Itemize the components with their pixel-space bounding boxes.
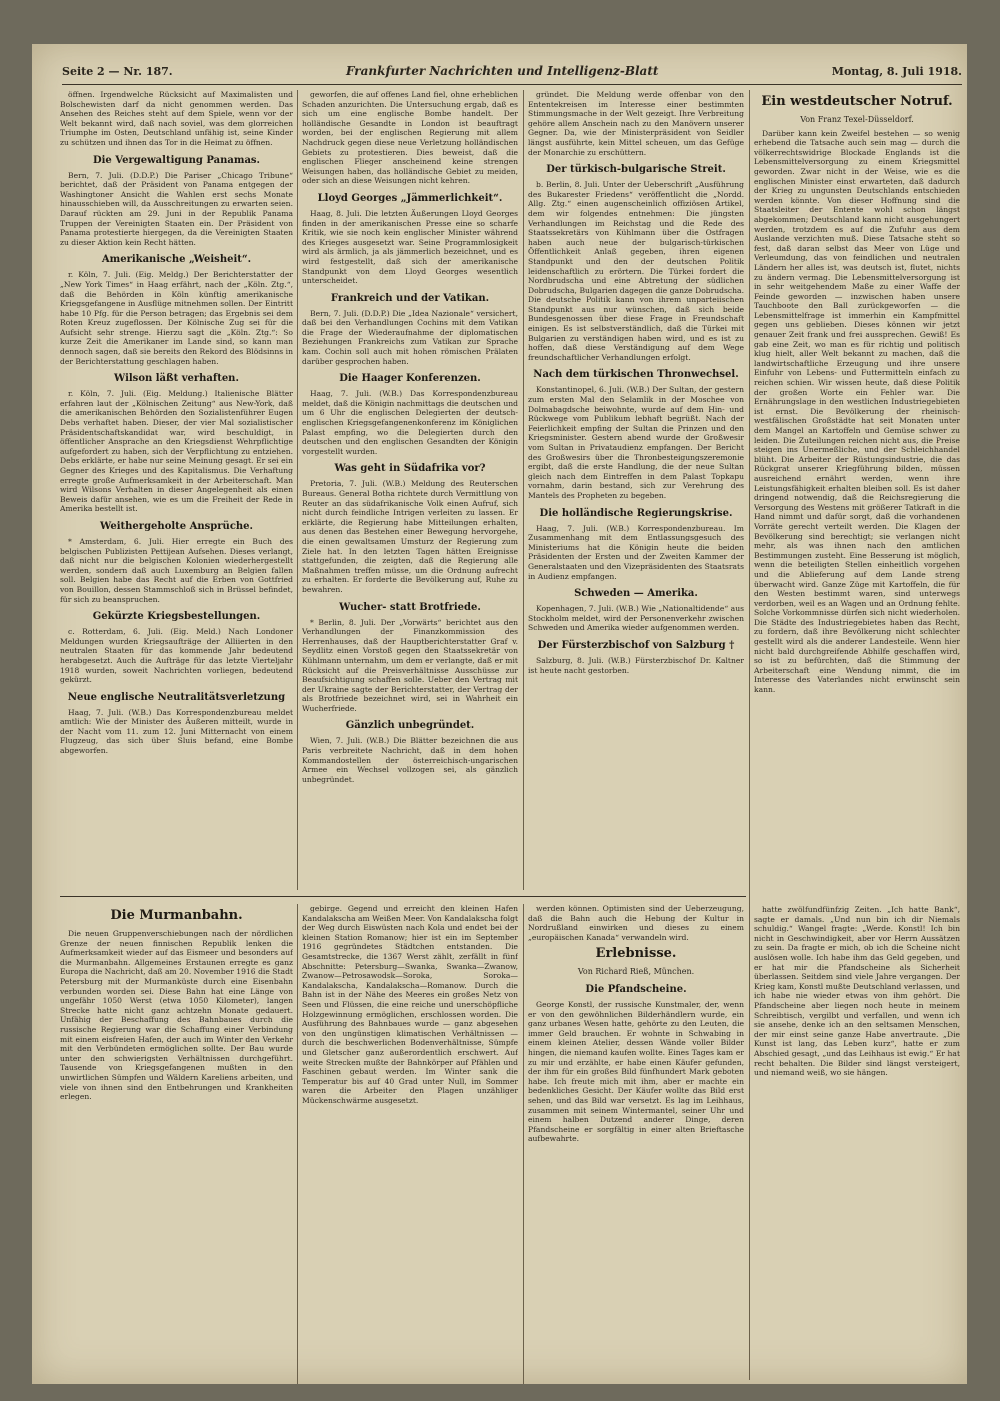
article-text: b. Berlin, 8. Juli. Unter der Ueberschrift „Ausführung des Bukarester Friedens“ veröffentlicht die „Nordd. Allg. Ztg.“ einen augenscheinlich offiziösen Artikel, dem wir folgendes entnehmen: Die jüngsten Verhandlungen im Reichstag und die Rede des Staatssekretärs von Kühlmann über die Ostfragen haben auch neue der bulgarisch-türkischen Öffentlichkeit Anlaß gegeben, ihren eigenen Standpunkt und den der deutschen Politik leidenschaftlich zu erörtern. Die Türkei fordert die Nordbrudscha und eine Abtretung der südlichen Dobrudscha, Bulgarien dagegen die ganze Dobrudscha. Die deutsche Politik kann von ihrem unparteiischen Standpunkt aus nur wünschen, daß sich beide Bundesgenossen über diese Frage in Freundschaft einigen. Es ist selbstverständlich, daß die Türkei mit Bulgarien zu verständigen haben wird, und es ist zu hoffen, daß diese Verständigung auf dem Wege freundschaftlicher Verhandlungen erfolgt.	[528, 180, 744, 362]
article-text: Wien, 7. Juli. (W.B.) Die Blätter bezeichnen die aus Paris verbreitete Nachricht, daß in dem hohen Kommandostellen der österreichisch-ungarischen Armee ein Wechsel vollzogen sei, als gänzlich unbegründet.	[302, 736, 518, 784]
headline: Nach dem türkischen Thronwechsel.	[533, 369, 739, 381]
article-text: gründet. Die Meldung werde offenbar von den Ententekreisen im Interesse einer bestimmten Stimmungsmache in der Welt gezeigt. Ihre Verbreitung gehöre allem Anschein nach zu den Manövern unserer Gegner. Da, wie der Ministerpräsident von Seidler längst ausführte, kein Mittel scheuen, um das Gefüge der Monarchie zu erschüttern.	[528, 90, 744, 157]
article-text: * Berlin, 8. Juli. Der „Vorwärts“ berichtet aus den Verhandlungen der Finanzkommission des Herrenhauses, daß der Hauptberichterstatter Graf v. Seydlitz einen Vorstoß gegen den Staatssekretär von Kühlmann unternahm, um dem er verlangte, daß er mit Rücksicht auf die Preisverhältnisse Ausschüsse zur Beaufsichtigung schaffen solle. Ueber den Vertrag mit der Ukraine sagte der Berichterstatter, der Vertrag der als Brotfriede bezeichnet wird, sei in Wahrheit ein Wucherfriede.	[302, 617, 518, 713]
column-2	[302, 90, 518, 890]
column-rule	[523, 904, 524, 1384]
headline: Wilson läßt verhaften.	[114, 373, 239, 385]
article-text: Salzburg, 8. Juli. (W.B.) Fürsterzbischof Dr. Kaltner ist heute nacht gestorben.	[528, 655, 744, 675]
headline: Gekürzte Kriegsbestellungen.	[92, 611, 261, 623]
column-rule	[297, 904, 298, 1384]
article-text: * Amsterdam, 6. Juli. Hier erregte ein Buch des belgischen Publizisten Pettijean Aufsehen. Dieses verlangt, daß nicht nur die belgischen Kolonien wiederhergestellt werden, sondern daß auch Luxemburg an Belgien fallen soll. Belgien habe das Recht auf die Erben von Gottfried von Bouillon, dessen Stammschloß sich in Brüssel befindet, für sich zu beanspruchen.	[60, 536, 293, 604]
lower-column-3	[528, 904, 744, 1384]
headline: Schweden — Amerika.	[574, 588, 698, 600]
headline: Gänzlich unbegründet.	[345, 720, 475, 732]
column-rule	[297, 90, 298, 890]
headline: Die Haager Konferenzen.	[339, 373, 481, 385]
headline: Frankreich und der Vatikan.	[330, 292, 490, 304]
headline: Lloyd Georges „Jämmerlichkeit“.	[317, 192, 503, 204]
article-text: r. Köln, 7. Juli. (Eig. Meldg.) Der Berichterstatter der „New York Times“ in Haag erfährt, nach der „Köln. Ztg.“, daß die Behörden in Köln künftig amerikanische Kriegsgefangene in Ausflüge mitnehmen sollen. Der Eintritt habe 10 Pfg. für die Person betragen; das Ergebnis sei dem Roten Kreuz zugeflossen. Der Kölnische Zug sei für die Aufsicht sehr strenge. Hierzu sagt die „Köln. Ztg.“: So kurze Zeit die Amerikaner im Lande sind, so kann man dennoch sagen, daß sie bereits den Rekord des Blödsinns in der Berichterstattung geschlagen haben.	[60, 270, 293, 366]
article-text: gebirge. Gegend und erreicht den kleinen Hafen Kandalakscha am Weißen Meer. Von Kandalakscha folgt der Weg durch Eiswüsten nach Kola und endet bei der kleinen Station Romanow; hier ist ein im September 1916 gegründetes Städtchen entstanden. Die Gesamtstrecke, die 1367 Werst zählt, zerfällt in fünf Abschnitte: Petersburg—Swanka, Swanka—Zwanow, Zwanow—Petrosawodsk—Soroka, Soroka—Kandalakscha, Kandalakscha—Romanow. Durch die Bahn ist in der Nähe des Meeres ein großes Netz von Seen und Flüssen, die eine reiche und unerschöpfliche Holzgewinnung ermöglichen, erschlossen worden. Die Ausführung des Bahnbaues wurde — ganz abgesehen von den ungünstigen klimatischen Verhältnissen — durch die beschwerlichen Bodenverhältnisse, Sümpfe und Gletscher ganz außerordentlich erschwert. Auf weite Strecken mußte der Bahnkörper auf Pfählen und Faschinen gebaut werden. Im Winter sank die Temperatur bis auf 40 Grad unter Null, im Sommer waren die Arbeiter den Plagen unzähliger Mückenschwärme ausgesetzt.	[302, 904, 518, 1105]
column-1	[60, 90, 293, 890]
article-text: c. Rotterdam, 6. Juli. (Eig. Meld.) Nach Londoner Meldungen wurden Kriegsaufträge der Alliierten in den neutralen Staaten für das kommende Jahr bedeutend herabgesetzt. Auch die Aufträge für das letzte Vierteljahr 1918 wurden, soweit Nachrichten vorliegen, bedeutend gekürzt.	[60, 627, 293, 685]
byline: Von Franz Texel-Düsseldorf.	[800, 115, 914, 124]
section-divider	[60, 896, 746, 897]
article-text: Haag, 7. Juli. (W.B.) Korrespondenzbureau. Im Zusammenhang mit dem Entlassungsgesuch des Ministeriums hat die Königin heute die beiden Präsidenten der Ersten und der Zweiten Kammer der Generalstaaten und den Vizepräsidenten des Staatsrats in Audienz empfangen.	[528, 523, 744, 581]
headline: Der türkisch-bulgarische Streit.	[546, 164, 726, 176]
headline: Neue englische Neutralitätsverletzung	[67, 691, 286, 703]
article-text: öffnen. Irgendwelche Rücksicht auf Maximalisten und Bolschewisten darf da nicht genommen werden. Das Ansehen des Reiches steht auf dem Spiele, wenn vor der Welt bekannt wird, daß nach soviel, was dem glorreichen Triumphe im Osten, Deutschland unfähig ist, seine Kinder zu schützen und ihnen das Tor in die Heimat zu öffnen.	[60, 90, 293, 147]
issue-date: Montag, 8. Juli 1918.	[831, 64, 962, 78]
page-header	[62, 58, 962, 85]
headline: Was geht in Südafrika vor?	[334, 463, 486, 475]
column-3	[528, 90, 744, 890]
article-text: geworfen, die auf offenes Land fiel, ohne erheblichen Schaden anzurichten. Die Untersuchung ergab, daß es sich um eine englische Bombe handelt. Der holländische Gesandte in London ist beauftragt worden, bei der englischen Regierung mit allem Nachdruck gegen diese neue Verletzung holländischen Gebiets zu protestieren. Dies beweist, daß die englischen Flieger anscheinend keine strengen Weisungen haben, das holländische Gebiet zu meiden, oder sich an diese Weisungen nicht kehren.	[302, 90, 518, 186]
lower-column-1	[60, 904, 293, 1384]
article-text: Die neuen Gruppenverschiebungen nach der nördlichen Grenze der neuen finnischen Republik lenken die Aufmerksamkeit wieder auf das Eismeer und besonders auf die Murmanbahn. Allgemeines Erstaunen erregte es ganz Europa die Nachricht, daß am 20. November 1916 die Stadt Petersburg mit der Murmanküste durch eine Eisenbahn verbunden worden sei. Diese Bahn hat eine Länge von ungefähr 1050 Werst (etwa 1050 Kilometer), langen Strecke hatte nicht ganz achtzehn Monate gedauert. Unfähig der Beschaffung des Bahnbaues durch die russische Regierung war die Schaffung einer Verbindung mit einem eisfreien Hafen, der auch im Winter den Verkehr mit den Verbündeten ermöglichen sollte. Der Bau wurde unter den schwierigsten Verhältnissen durchgeführt. Tausende von Kriegsgefangenen mußten in den unwirtlichen Sümpfen und Wäldern Kareliens arbeiten, und viele von ihnen sind den Entbehrungen und Krankheiten erlegen.	[60, 929, 293, 1102]
headline: Amerikanische „Weisheit“.	[101, 254, 252, 266]
article-text: Bern, 7. Juli. (D.D.P.) Die Pariser „Chicago Tribune“ berichtet, daß der Präsident von Panama entgegen der Washingtoner Ansicht die Wahlen erst sechs Monate hinausschieben will, da Ausschreitungen zu erwarten seien. Darauf rückten am 29. Juni in der Republik Panama Truppen der Vereinigten Staaten ein. Der Präsident von Panama protestierte hiergegen, da die Vereinigten Staaten zu dieser Aktion kein Recht hätten.	[60, 170, 293, 247]
subheadline: Die Pfandscheine.	[585, 983, 687, 995]
article-text: George Konstl, der russische Kunstmaler, der, wenn er von den gewöhnlichen Bilderhändlern wurde, ein ganz urbanes Wesen hatte, gehörte zu den Leuten, die immer Geld brauchen. Er wohnte in Schwabing in einem kleinen Atelier, dessen Wände voller Bilder hingen, die niemand kaufen wollte. Eines Tages kam er zu mir und erzählte, er habe einen Käufer gefunden, der ihm für ein großes Bild fünfhundert Mark geboten habe. Ich freute mich mit ihm, aber er machte ein bedenkliches Gesicht. Der Käufer wollte das Bild erst sehen, und das Bild war versetzt. Es lag im Leihhaus, zusammen mit seinem Wintermantel, seiner Uhr und einem halben Dutzend anderer Dinge, deren Pfandscheine er sorgfältig in einer alten Brieftasche aufbewahrte.	[528, 999, 744, 1144]
masthead: Frankfurter Nachrichten und Intelligenz-Blatt	[346, 64, 659, 78]
lower-column-4-text	[754, 905, 960, 1375]
article-text: Konstantinopel, 6. Juli. (W.B.) Der Sultan, der gestern zum ersten Mal den Selamlik in der Moschee von Dolmabagdsche beiwohnte, wurde auf dem Hin- und Rückwege vom Publikum lebhaft begrüßt. Nach der Feierlichkeit empfing der Sultan die Prinzen und den Kriegsminister. Gestern abend wurde der Großwesir vom Sultan in Privataudienz empfangen. Der Bericht des Großwesirs über die Thronbesteigungszeremonie ergibt, daß die erste Handlung, die der neue Sultan gleich nach dem Eintreffen in dem Palast Topkapu vornahm, darin bestand, sich zur Verehrung des Mantels des Propheten zu begeben.	[528, 385, 744, 500]
article-text: Kopenhagen, 7. Juli. (W.B.) Wie „Nationaltidende“ aus Stockholm meldet, wird der Personenverkehr zwischen Schweden und Amerika wieder aufgenommen werden.	[528, 604, 744, 633]
page-number: Seite 2 — Nr. 187.	[62, 64, 173, 78]
article-text: hatte zwölfundfünfzig Zeiten. „Ich hatte Bank“, sagte er damals. „Und nun bin ich dir Niemals schuldig.“ Wangel fragte: „Werde. Konstl! Ich bin nicht in Geschwindigkeit, aber vor Herrn Aussätzen zu sein. Da fragte er mich, ob ich die Scheine nicht auslösen wolle. Ich habe ihm das Geld gegeben, und er hat mir die Pfandscheine als Sicherheit überlassen. Seitdem sind viele Jahre vergangen. Der Krieg kam, Konstl mußte Deutschland verlassen, und ich habe nie wieder etwas von ihm gehört. Die Pfandscheine aber liegen noch heute in meinem Schreibtisch, vergilbt und verfallen, und wenn ich sie ansehe, denke ich an den seltsamen Menschen, der mir einst seine ganze Habe anvertraute. „Die Kunst ist lang, das Leben kurz“, hatte er zum Abschied gesagt, „und das Leihhaus ist ewig.“ Er hat recht behalten. Die Bilder sind längst versteigert, und niemand weiß, wo sie hängen.	[754, 905, 960, 1078]
article-text: Darüber kann kein Zweifel bestehen — so wenig erhebend die Tatsache auch sein mag — durch die völkerrechtswidrige Blockade Englands ist die Lebensmittelversorgung zu einem Kriegsmittel geworden. Zwar nicht in der Weise, wie es die englischen Minister einst erwarteten, daß dadurch der Krieg zu ungunsten Deutschlands entschieden werden könnte. Von dieser Hoffnung sind die Staatsleiter der Entente wohl schon längst abgekommen; Deutschland kann nicht ausgehungert werden, trotzdem es auf die Zufuhr aus dem Auslande verzichten muß. Diese Tatsache steht so fest, daß daran selbst das Meer von Lüge und Verleumdung, das von feindlichen und neutralen Ländern her alles ist, was deutsch ist, flutet, nichts zu ändern vermag. Die Lebensmittelversorgung ist in sehr weitgehendem Maße zu einer Waffe der Feinde geworden — inzwischen haben unsere Tauchboote den Ball zurückgeworfen — die Lebensmittelfrage ist immerhin ein Kampfmittel gegen uns geblieben. Dieses können wir jetzt genauer Zeit frank und frei aussprechen. Gewiß! Es gab eine Zeit, wo man es für richtig und politisch klug hielt, aller Welt bekannt zu machen, daß die landwirtschaftliche Erzeugung und ihre unsere Einfuhr von Lebens- und Futtermitteln einfach zu reichen schien. Wir wissen heute, daß diese Politik der großen Worte ein Fehler war. Die Ernährungslage in den westlichen Industriegebieten ist ernst. Die Bevölkerung der rheinisch-westfälischen Großstädte hat seit Monaten unter dem Mangel an Kartoffeln und Gemüse schwer zu leiden. Die Zuteilungen reichen nicht aus, die Preise steigen ins Unermeßliche, und der Schleichhandel blüht. Die Arbeiter der Rüstungsindustrie, die das Rückgrat unserer Kriegführung bilden, müssen ausreichend ernährt werden, wenn ihre Leistungsfähigkeit erhalten bleiben soll. Es ist daher dringend notwendig, daß die Reichsregierung die Versorgung des Westens mit größerer Tatkraft in die Hand nimmt und dafür sorgt, daß die vorhandenen Vorräte gerecht verteilt werden. Die Klagen der Bevölkerung sind berechtigt; sie verlangen nicht mehr, als was ihnen nach den amtlichen Bestimmungen zusteht. Eine Besserung ist möglich, wenn die beteiligten Stellen einheitlich vorgehen und die Ablieferung auf dem Lande streng überwacht wird. Ganze Züge mit Kartoffeln, die für den Westen bestimmt waren, sind unterwegs verdorben, weil es an Wagen und an Ordnung fehlte. Solche Vorkommnisse dürfen sich nicht wiederholen. Die Städte des Industriegebietes haben das Recht, zu fordern, daß ihre Bevölkerung nicht schlechter gestellt wird als die anderer Landesteile. Wenn hier nicht bald durchgreifende Abhilfe geschaffen wird, so ist zu befürchten, daß die Stimmung der Arbeiterschaft eine Wendung nimmt, die im Interesse des Vaterlandes nicht erwünscht sein kann.	[754, 128, 960, 695]
byline: Von Richard Rieß, München.	[577, 967, 695, 977]
lower-column-2	[302, 904, 518, 1384]
headline: Wucher- statt Brotfriede.	[339, 601, 481, 613]
article-text: Haag, 7. Juli. (W.B.) Das Korrespondenzbureau meldet amtlich: Wie der Minister des Äußeren mitteilt, wurde in der Nacht vom 11. zum 12. Juni Mitternacht von einem Flugzeug, das sich über Sluis befand, eine Bombe abgeworfen.	[60, 707, 293, 756]
feature-headline: Ein westdeutscher Notruf.	[761, 94, 953, 109]
column-rule	[523, 90, 524, 890]
headline: Weithergeholte Ansprüche.	[99, 520, 254, 532]
headline-murmanbahn: Die Murmanbahn.	[110, 908, 243, 923]
headline: Die holländische Regierungskrise.	[539, 507, 733, 519]
article-text: Bern, 7. Juli. (D.D.P.) Die „Idea Nazionale“ versichert, daß bei den Verhandlungen Cochins mit dem Vatikan die Frage der Wiederaufnahme der diplomatischen Beziehungen Frankreichs zum Vatikan zur Sprache kam. Cochin soll auch mit hohen römischen Prälaten darüber gesprochen haben.	[302, 308, 518, 366]
headline: Die Vergewaltigung Panamas.	[92, 154, 261, 166]
article-text: werden können. Optimisten sind der Ueberzeugung, daß die Bahn auch die Hebung der Kultur in Nordrußland einwirken und dieses zu einem „europäischen Kanada“ verwandeln wird.	[528, 904, 744, 942]
article-text: Haag, 8. Juli. Die letzten Äußerungen Lloyd Georges finden in der amerikanischen Presse eine so scharfe Kritik, wie sie noch kein englischer Minister während des Krieges ausgesetzt war. Seine Programmlosigkeit wird als ärmlich, ja als jämmerlich bezeichnet, und es wird festgestellt, daß sich der amerikanische Standpunkt von dem Lloyd Georges wesentlich unterscheidet.	[302, 208, 518, 286]
column-rule	[749, 90, 750, 1380]
article-text: r. Köln, 7. Juli. (Eig. Meldung.) Italienische Blätter erfahren laut der „Kölnischen Zeitung“ aus New-York, daß die amerikanischen Behörden den Sozialistenführer Eugen Debs verhaftet haben. Dieser, der vier Mal sozialistischer Präsidentschaftskandidat war, wird beschuldigt, in öffentlicher Ansprache an den Kriegsdienst Wehrpflichtige aufgefordert zu haben, sich der Verpflichtung zu entziehen. Debs erklärte, er habe nur seine Meinung gesagt. Er sei ein Gegner des Krieges und des Kapitalismus. Die Verhaftung erregte große Aufmerksamkeit in der Arbeiterschaft. Man wird Wilsons Verhalten in dieser Angelegenheit als einen Beweis dafür ansehen, wie es um die Freiheit der Rede in Amerika bestellt ist.	[60, 389, 293, 514]
article-text: Pretoria, 7. Juli. (W.B.) Meldung des Reuterschen Bureaus. General Botha richtete durch Vermittlung von Reuter an das südafrikanische Volk einen Aufruf, sich nicht durch feindliche Intrigen verleiten zu lassen. Er erklärte, die Regierung habe Mitteilungen erhalten, aus denen das Bestehen einer Bewegung hervorgehe, die einen gewaltsamen Umsturz der Regierung zum Ziele hat. In den letzten Tagen hätten Ereignisse stattgefunden, die zeigten, daß die Regierung alle Maßnahmen treffen müsse, um die Ordnung aufrecht zu erhalten. Er forderte die Bevölkerung auf, Ruhe zu bewahren.	[302, 479, 518, 594]
headline-erlebnisse: Erlebnisse.	[595, 946, 677, 962]
article-text: Haag, 7. Juli. (W.B.) Das Korrespondenzbureau meldet, daß die Königin nachmittags die deutschen und um 6 Uhr die englischen Delegierten der deutsch-englischen Kriegsgefangenenkonferenz im Königlichen Palast empfing, wo die Delegierten durch den deutschen und den englischen Gesandten der Königin vorgestellt wurden.	[302, 389, 518, 456]
headline: Der Fürsterzbischof von Salzburg †	[537, 639, 735, 651]
